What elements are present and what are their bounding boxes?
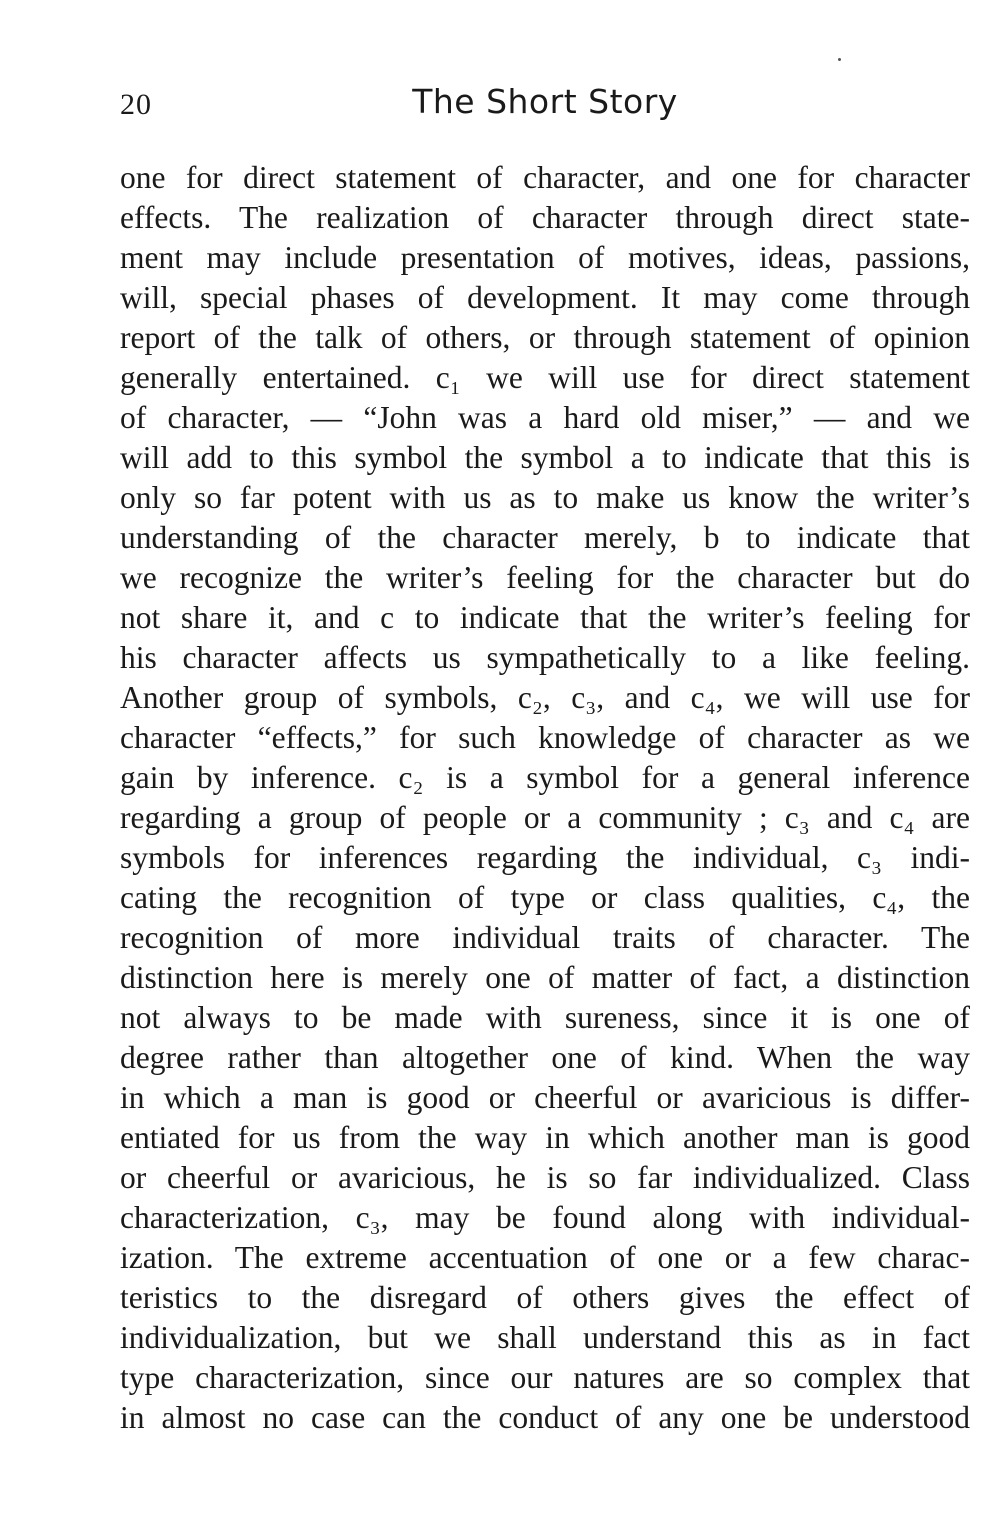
text-line: not share it, and c to indicate that the writer’s feeling for bbox=[120, 600, 970, 635]
text-line: cating the recognition of type or class qualities, c₄, the bbox=[120, 880, 970, 915]
text-line: recognition of more individual traits of character. The bbox=[120, 920, 970, 955]
text-line: in which a man is good or cheerful or avaricious is differ- bbox=[120, 1080, 970, 1115]
text-line: character “effects,” for such knowledge of character as we bbox=[120, 720, 970, 755]
text-line: his character affects us sympathetically to a like feeling. bbox=[120, 640, 970, 675]
text-line: gain by inference. c₂ is a symbol for a general inference bbox=[120, 760, 970, 795]
text-line: ment may include presentation of motives, ideas, passions, bbox=[120, 240, 970, 275]
body-text bbox=[120, 158, 970, 1438]
text-line: Another group of symbols, c₂, c₃, and c₄, we will use for bbox=[120, 680, 970, 715]
text-line: we recognize the writer’s feeling for the character but do bbox=[120, 560, 970, 595]
text-line: distinction here is merely one of matter of fact, a distinction bbox=[120, 960, 970, 995]
text-line: entiated for us from the way in which another man is good bbox=[120, 1120, 970, 1155]
page-number: 20 bbox=[120, 88, 152, 121]
text-line: not always to be made with sureness, since it is one of bbox=[120, 1000, 970, 1035]
text-line: or cheerful or avaricious, he is so far individualized. Class bbox=[120, 1160, 970, 1195]
text-line: will add to this symbol the symbol a to indicate that this is bbox=[120, 440, 970, 475]
print-speck bbox=[838, 58, 841, 61]
running-head-title: The Short Story bbox=[412, 82, 678, 121]
text-line: will, special phases of development. It may come through bbox=[120, 280, 970, 315]
text-line: ization. The extreme accentuation of one or a few charac- bbox=[120, 1240, 970, 1275]
text-line: characterization, c₃, may be found along with individual- bbox=[120, 1200, 970, 1235]
text-line: one for direct statement of character, and one for character bbox=[120, 160, 970, 195]
text-line: generally entertained. c₁ we will use for direct statement bbox=[120, 360, 970, 395]
text-line: degree rather than altogether one of kind. When the way bbox=[120, 1040, 970, 1075]
page-header bbox=[120, 82, 970, 130]
text-line: of character, — “John was a hard old miser,” — and we bbox=[120, 400, 970, 435]
text-line: in almost no case can the conduct of any one be understood bbox=[120, 1400, 970, 1435]
text-line: only so far potent with us as to make us know the writer’s bbox=[120, 480, 970, 515]
text-line: symbols for inferences regarding the individual, c₃ indi- bbox=[120, 840, 970, 875]
text-line: understanding of the character merely, b to indicate that bbox=[120, 520, 970, 555]
text-line: regarding a group of people or a community ; c₃ and c₄ are bbox=[120, 800, 970, 835]
text-line: individualization, but we shall understand this as in fact bbox=[120, 1320, 970, 1355]
text-line: teristics to the disregard of others gives the effect of bbox=[120, 1280, 970, 1315]
text-line: report of the talk of others, or through statement of opinion bbox=[120, 320, 970, 355]
text-line: type characterization, since our natures are so complex that bbox=[120, 1360, 970, 1395]
text-line: effects. The realization of character through direct state- bbox=[120, 200, 970, 235]
